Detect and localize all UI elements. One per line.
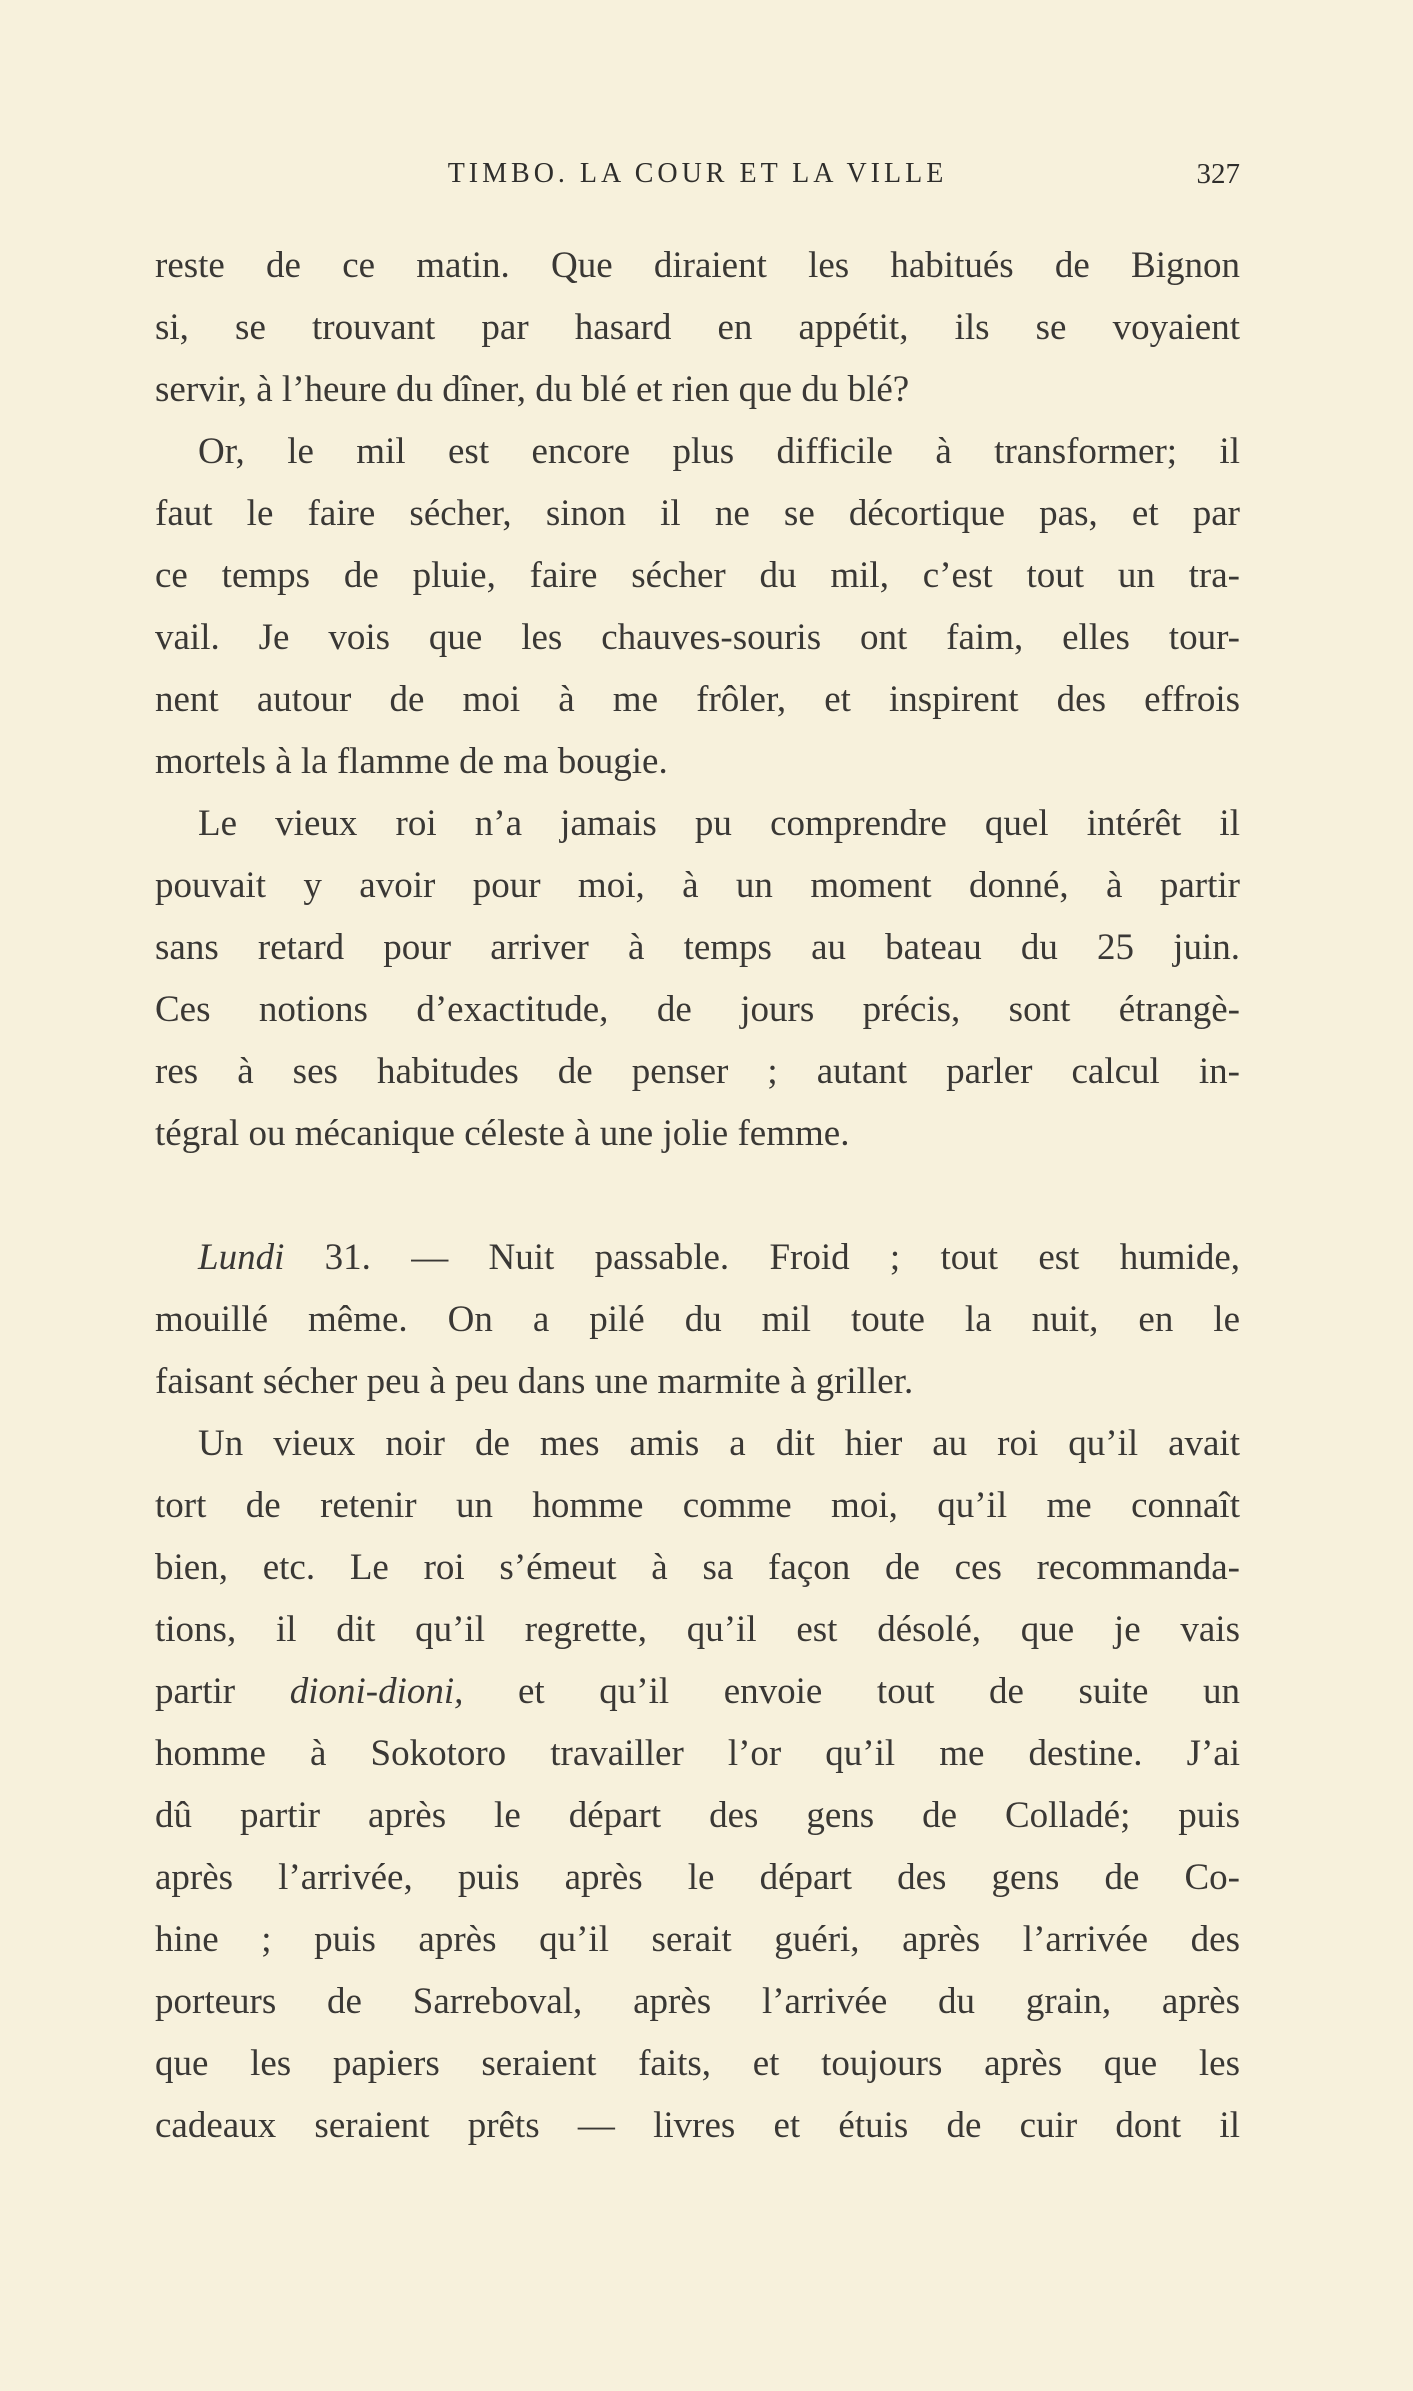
text-line: ce temps de pluie, faire sécher du mil, c’est tout un tra-	[155, 555, 1240, 596]
italic-phrase: dioni-dioni,	[289, 1671, 464, 1712]
text-line: Le vieux roi n’a jamais pu comprendre quel intérêt il	[198, 803, 1240, 844]
text-line: si, se trouvant par hasard en appétit, ils se voyaient	[155, 307, 1240, 348]
text-line: porteurs de Sarreboval, après l’arrivée du grain, après	[155, 1981, 1240, 2022]
text-line: Ces notions d’exactitude, de jours précis, sont étrangè-	[155, 989, 1240, 1030]
line-after-italic: et qu’il envoie tout de suite un	[463, 1671, 1240, 1712]
text-line: res à ses habitudes de penser ; autant parler calcul in-	[155, 1051, 1240, 1092]
text-line: bien, etc. Le roi s’émeut à sa façon de ces recommanda-	[155, 1547, 1240, 1588]
text-line: Or, le mil est encore plus difficile à transformer; il	[198, 431, 1240, 472]
dated-entry-text: 31. — Nuit passable. Froid ; tout est humide,	[284, 1237, 1240, 1278]
text-line: tort de retenir un homme comme moi, qu’il me connaît	[155, 1485, 1240, 1526]
paragraph-spacer	[155, 1165, 1240, 1227]
text-line: tions, il dit qu’il regrette, qu’il est désolé, que je vais	[155, 1609, 1240, 1650]
text-line: reste de ce matin. Que diraient les habitués de Bignon	[155, 245, 1240, 286]
page-number: 327	[1196, 158, 1240, 190]
text-line: sans retard pour arriver à temps au bateau du 25 juin.	[155, 927, 1240, 968]
text-line: Un vieux noir de mes amis a dit hier au roi qu’il avait	[198, 1423, 1240, 1464]
running-title: TIMBO. LA COUR ET LA VILLE	[447, 158, 948, 189]
text-line: faut le faire sécher, sinon il ne se décortique pas, et par	[155, 493, 1240, 534]
text-line: mouillé même. On a pilé du mil toute la nuit, en le	[155, 1299, 1240, 1340]
text-line: pouvait y avoir pour moi, à un moment donné, à partir	[155, 865, 1240, 906]
text-line: dû partir après le départ des gens de Colladé; puis	[155, 1795, 1240, 1836]
text-line: hine ; puis après qu’il serait guéri, après l’arrivée des	[155, 1919, 1240, 1960]
line-before-italic: partir	[155, 1671, 290, 1712]
text-line: servir, à l’heure du dîner, du blé et rien que du blé?	[155, 369, 910, 410]
italic-phrase-line	[155, 1661, 1240, 1723]
text-line: mortels à la flamme de ma bougie.	[155, 741, 668, 782]
text-line: homme à Sokotoro travailler l’or qu’il me destine. J’ai	[155, 1733, 1240, 1774]
running-header	[155, 158, 1240, 206]
body-text	[155, 235, 1240, 2157]
date-label: Lundi	[198, 1237, 285, 1278]
dated-entry-line	[155, 1227, 1240, 1289]
text-line: que les papiers seraient faits, et toujours après que les	[155, 2043, 1240, 2084]
text-line: après l’arrivée, puis après le départ des gens de Co-	[155, 1857, 1240, 1898]
text-line: faisant sécher peu à peu dans une marmite à griller.	[155, 1361, 914, 1402]
text-line: cadeaux seraient prêts — livres et étuis de cuir dont il	[155, 2105, 1240, 2146]
text-line: vail. Je vois que les chauves-souris ont faim, elles tour-	[155, 617, 1240, 658]
text-line: tégral ou mécanique céleste à une jolie femme.	[155, 1113, 850, 1154]
text-line: nent autour de moi à me frôler, et inspirent des effrois	[155, 679, 1240, 720]
